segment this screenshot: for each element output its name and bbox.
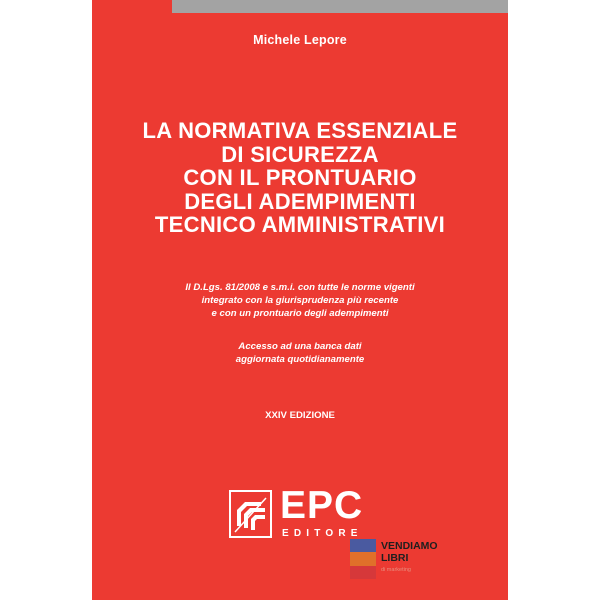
badge-small-text: di marketing bbox=[381, 567, 411, 573]
publisher-subtitle: EDITORE bbox=[282, 528, 363, 539]
seller-badge bbox=[350, 535, 462, 595]
subtitle-line: Il D.Lgs. 81/2008 e s.m.i. con tutte le norme vigenti bbox=[185, 282, 415, 293]
access-line: Accesso ad una banca dati bbox=[238, 341, 362, 352]
title-line: DEGLI ADEMPIMENTI bbox=[184, 188, 416, 214]
access-line: aggiornata quotidianamente bbox=[235, 354, 365, 365]
author-name: Michele Lepore bbox=[253, 33, 347, 47]
title-line: CON IL PRONTUARIO bbox=[183, 165, 417, 190]
access-note bbox=[92, 340, 508, 366]
title-line: TECNICO AMMINISTRATIVI bbox=[154, 212, 446, 237]
edition-label: XXIV EDIZIONE bbox=[265, 410, 335, 421]
title-line: DI SICUREZZA bbox=[221, 141, 379, 167]
subtitle-line: e con un prontuario degli adempimenti bbox=[211, 308, 389, 319]
book-cover bbox=[92, 0, 508, 600]
badge-line: VENDIAMO bbox=[381, 540, 438, 552]
book-title bbox=[92, 119, 508, 237]
badge-line: LIBRI bbox=[381, 552, 409, 564]
epc-emblem-icon bbox=[229, 490, 272, 538]
badge-title bbox=[381, 540, 438, 564]
book-subtitle bbox=[92, 281, 508, 320]
flag-icon bbox=[350, 539, 376, 579]
subtitle-line: integrato con la giurisprudenza più recente bbox=[201, 295, 399, 306]
cover-top-band bbox=[172, 0, 508, 13]
publisher-name: EPC bbox=[280, 484, 364, 527]
title-line: LA NORMATIVA ESSENZIALE bbox=[142, 118, 458, 143]
